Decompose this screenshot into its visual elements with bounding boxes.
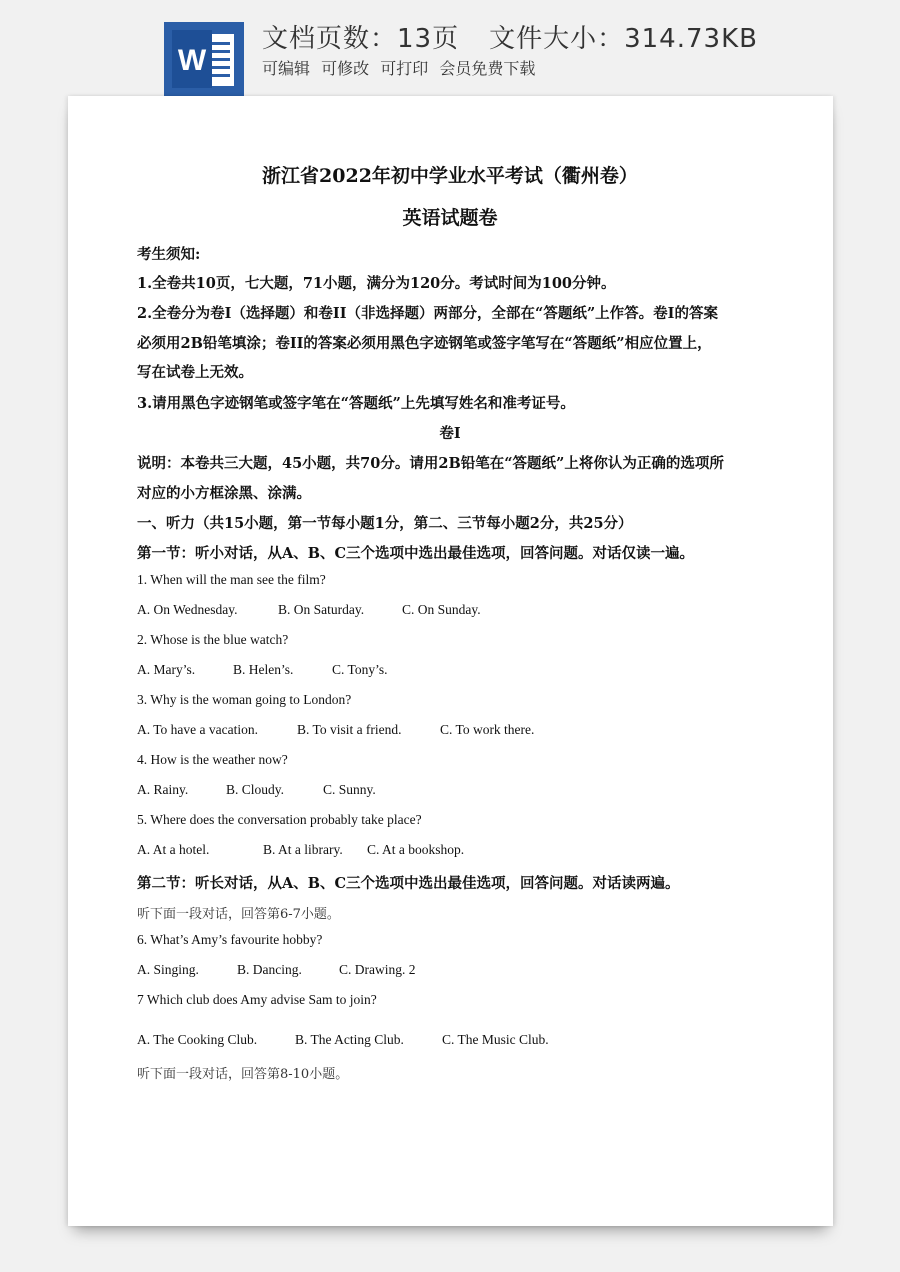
feature-member-download: 会员免费下载 [439,59,536,78]
page-count: 文档页数：13页 [262,24,460,54]
option-a: A. To have a vacation. [137,722,259,737]
notice-item-2-line1: 2.全卷分为卷I（选择题）和卷II（非选择题）两部分，全部在“答题纸”上作答。卷I的答案 [137,305,718,322]
notice-heading: 考生须知: [137,246,201,263]
option-c: C. The Music Club. [442,1032,549,1047]
document-page [68,96,833,1226]
option-a: A. Rainy. [137,782,189,797]
option-c: C. To work there. [440,722,535,737]
question-7-options [137,1032,549,1048]
section-1-heading: 第一节：听小对话，从A、B、C三个选项中选出最佳选项，回答问题。对话仅读一遍。 [137,545,695,562]
question-3: 3. Why is the woman going to London? [137,692,352,707]
section-2-heading: 第二节：听长对话，从A、B、C三个选项中选出最佳选项，回答问题。对话读两遍。 [137,875,680,892]
volume-description-line2: 对应的小方框涂黑、涂满。 [137,485,311,502]
question-2-options [137,662,387,678]
exam-subtitle: 英语试题卷 [402,207,498,229]
feature-printable: 可打印 [380,59,429,78]
question-7: 7 Which club does Amy advise Sam to join? [137,992,377,1007]
feature-editable: 可编辑 [262,59,311,78]
question-2: 2. Whose is the blue watch? [137,632,289,647]
question-4-options [137,782,376,798]
option-b: B. At a library. [263,842,343,857]
part-1-heading: 一、听力（共15小题，第一节每小题1分，第二、三节每小题2分，共25分） [137,515,633,532]
question-1: 1. When will the man see the film? [137,572,326,587]
volume-label: 卷I [439,425,461,442]
question-3-options [137,722,534,738]
question-4: 4. How is the weather now? [137,752,288,767]
exam-title: 浙江省2022年初中学业水平考试（衢州卷） [262,165,638,187]
notice-item-3: 3.请用黑色字迹钢笔或签字笔在“答题纸”上先填写姓名和准考证号。 [137,395,575,412]
option-c: C. Tony’s. [332,662,388,677]
feature-modifiable: 可修改 [321,59,370,78]
option-b: B. Cloudy. [226,782,285,797]
word-logo-letter: W [177,44,207,77]
question-1-options [137,602,481,618]
option-c: C. At a bookshop. [367,842,465,857]
option-b: B. Helen’s. [233,662,294,677]
option-b: B. On Saturday. [278,602,365,617]
feature-list [262,56,541,79]
option-a: A. At a hotel. [137,842,210,857]
option-c: C. Sunny. [323,782,376,797]
option-b: B. To visit a friend. [297,722,402,737]
question-6-options [137,962,416,978]
notice-item-2-line3: 写在试卷上无效。 [137,364,253,381]
dialogue-prompt-8-10: 听下面一段对话，回答第8-10小题。 [137,1067,349,1082]
word-doc-icon [164,22,244,96]
option-a: A. Singing. [137,962,199,977]
option-b: B. The Acting Club. [295,1032,404,1047]
notice-item-1: 1.全卷共10页，七大题，71小题，满分为120分。考试时间为100分钟。 [137,275,616,292]
volume-description-line1: 说明：本卷共三大题，45小题，共70分。请用2B铅笔在“答题纸”上将你认为正确的选项所 [137,455,724,472]
document-banner [0,0,900,96]
notice-item-2-line2: 必须用2B铅笔填涂；卷II的答案必须用黑色字迹钢笔或签字笔写在“答题纸”相应位置上， [137,335,712,352]
option-c: C. On Sunday. [402,602,481,617]
option-a: A. Mary’s. [137,662,196,677]
option-a: A. On Wednesday. [137,602,238,617]
option-b: B. Dancing. [237,962,302,977]
dialogue-prompt-6-7: 听下面一段对话，回答第6-7小题。 [137,907,340,922]
file-stats [262,18,788,55]
option-a: A. The Cooking Club. [137,1032,258,1047]
file-size: 文件大小：314.73KB [489,24,758,54]
question-5: 5. Where does the conversation probably take place? [137,812,422,827]
question-5-options [137,842,464,858]
question-6: 6. What’s Amy’s favourite hobby? [137,932,323,947]
option-c: C. Drawing. 2 [339,962,416,977]
